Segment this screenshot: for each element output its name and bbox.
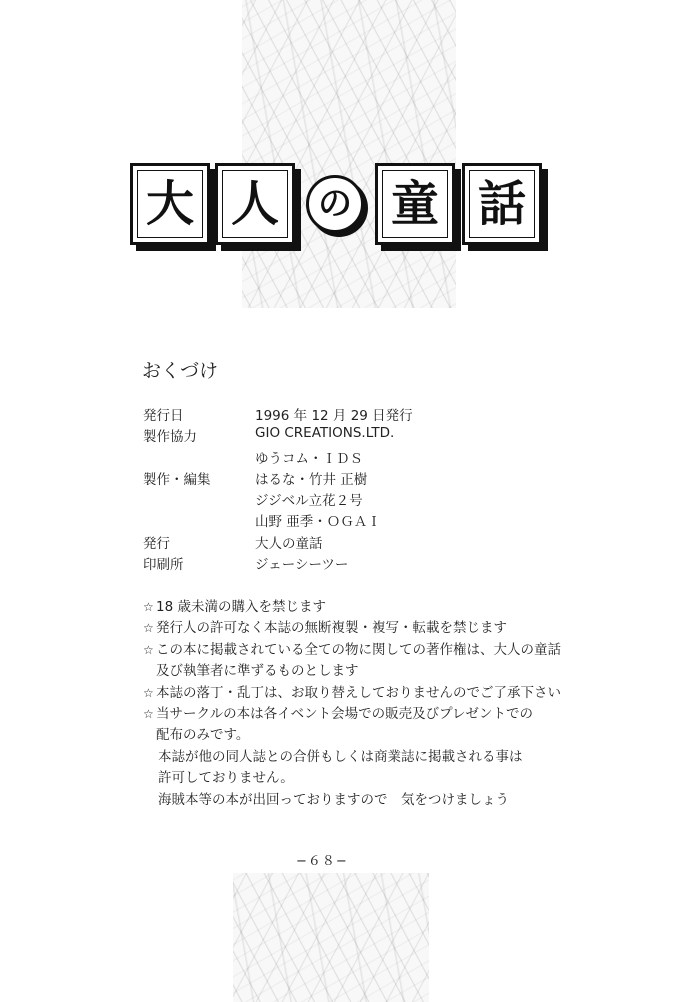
colophon-label: 製作・編集 xyxy=(143,471,211,488)
star-icon: ☆ xyxy=(143,642,154,657)
note-text: 許可しておりません。 xyxy=(158,770,294,787)
colophon-value: はるな・竹井 正樹 xyxy=(255,471,368,488)
title-char: 人 xyxy=(230,176,279,232)
note-line xyxy=(143,595,561,616)
colophon-heading: おくづけ xyxy=(142,360,219,382)
colophon-value: 山野 亜季・ＯＧＡＩ xyxy=(255,514,381,531)
page-number: −６８− xyxy=(296,854,348,869)
note-line xyxy=(143,702,561,723)
note-line xyxy=(143,788,561,809)
star-icon: ☆ xyxy=(143,706,154,721)
title-char-box xyxy=(215,163,295,245)
star-icon: ☆ xyxy=(143,621,154,636)
title-char: 大 xyxy=(145,176,194,232)
colophon-value: ゆうコム・ＩＤＳ xyxy=(255,450,363,467)
note-text: 18 歳未満の購入を禁じます xyxy=(156,599,326,615)
title-char: 話 xyxy=(477,176,526,232)
colophon-label: 発行 xyxy=(143,535,170,552)
colophon-value: ジジベル立花２号 xyxy=(255,493,363,510)
note-text: 発行人の許可なく本誌の無断複製・複写・転載を禁じます xyxy=(156,620,507,637)
title-char-box xyxy=(462,163,542,245)
note-text: 配布のみです。 xyxy=(156,727,250,744)
title-char-box xyxy=(375,163,455,245)
colophon-value: 1996 年 12 月 29 日発行 xyxy=(255,408,413,424)
note-line xyxy=(143,723,561,744)
title-char-circle xyxy=(306,175,364,233)
note-text: この本に掲載されている全ての物に関しての著作権は、大人の童話 xyxy=(156,641,561,658)
note-text: 及び執筆者に準ずるものとします xyxy=(156,663,359,680)
background-pattern-bottom xyxy=(233,873,429,1002)
colophon-value: GIO CREATIONS.LTD. xyxy=(255,425,395,442)
note-line xyxy=(143,638,561,659)
note-line xyxy=(143,745,561,766)
note-line xyxy=(143,616,561,637)
title-logo xyxy=(130,163,550,251)
colophon-value: ジェーシーツー xyxy=(255,557,349,574)
note-text: 本誌が他の同人誌との合併もしくは商業誌に掲載される事は xyxy=(158,748,523,765)
star-icon: ☆ xyxy=(143,685,154,700)
title-char-box xyxy=(130,163,210,245)
star-icon: ☆ xyxy=(143,600,154,614)
note-text: 海賊本等の本が出回っておりますので 気をつけましょう xyxy=(158,791,509,808)
colophon-label: 発行日 xyxy=(143,408,184,424)
note-line xyxy=(143,766,561,787)
colophon-label: 印刷所 xyxy=(143,557,184,574)
note-line xyxy=(143,681,561,702)
note-text: 本誌の落丁・乱丁は、お取り替えしておりませんのでご了承下さい xyxy=(156,684,561,701)
title-char: の xyxy=(318,184,352,224)
colophon-value: 大人の童話 xyxy=(255,535,323,552)
colophon-label: 製作協力 xyxy=(143,429,197,446)
notes-list xyxy=(143,595,561,809)
background-pattern-top xyxy=(242,0,456,308)
note-text: 当サークルの本は各イベント会場での販売及びプレゼントでの xyxy=(156,705,534,722)
title-char: 童 xyxy=(390,176,439,232)
note-line xyxy=(143,659,561,680)
